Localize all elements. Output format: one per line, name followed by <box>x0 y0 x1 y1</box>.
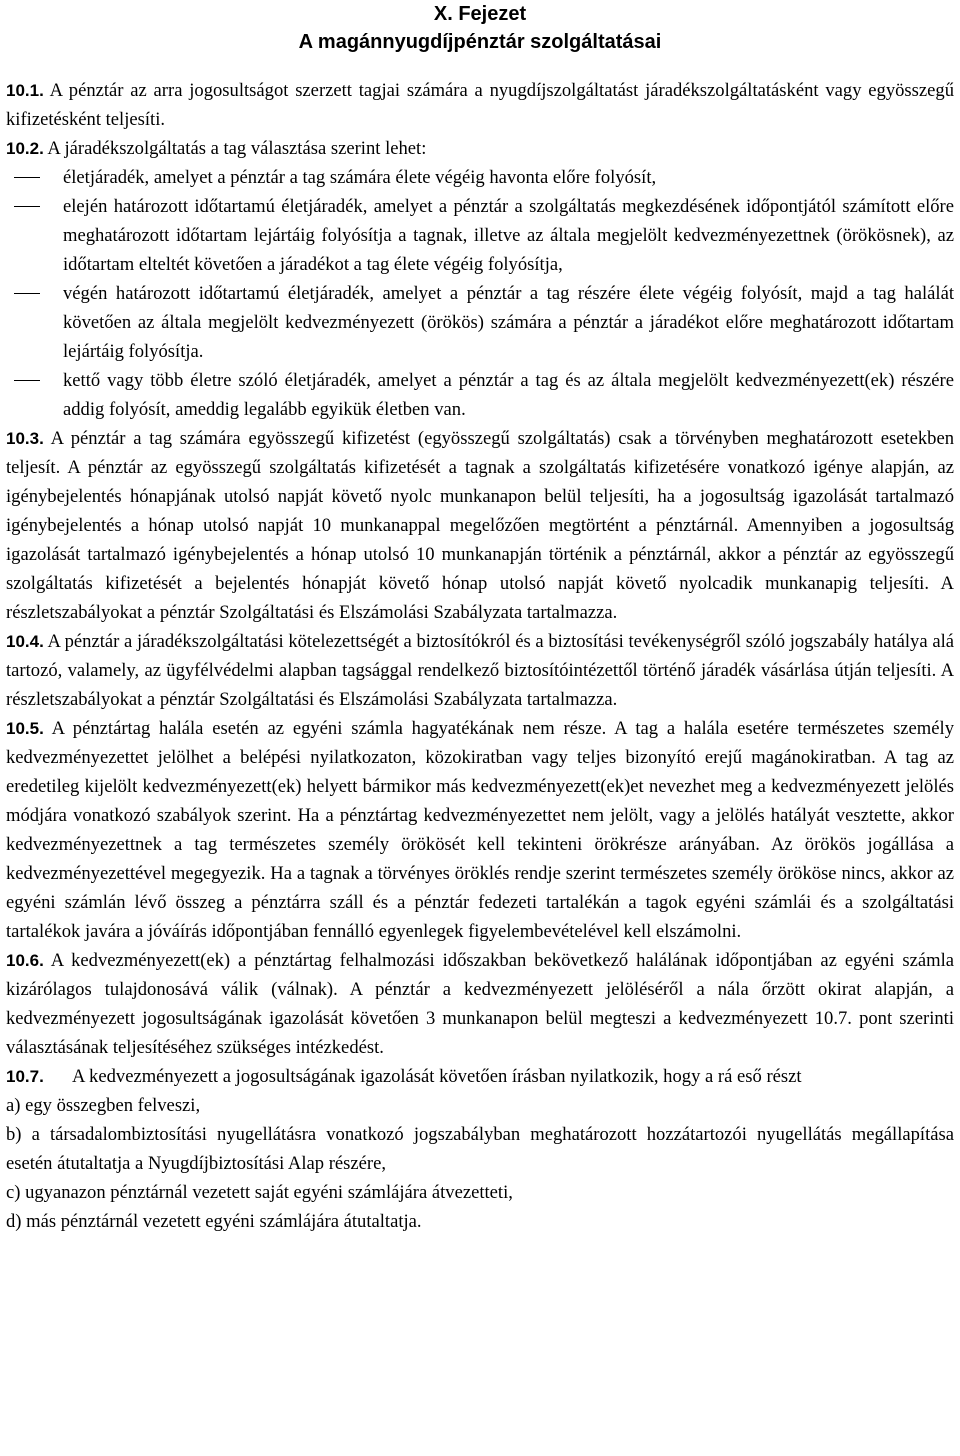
option-item: a) egy összegben felveszi, <box>6 1095 201 1116</box>
option-item: b) a társadalombiztosítási nyugellátásra vonatkozó jogszabályban meghatározott hozzátartozói nyugellátás megállapítása esetén átutaltatja a Nyugdíjbiztosítási Alap részére, <box>6 1124 954 1174</box>
section-10-1 <box>6 76 954 134</box>
dash-bullet <box>14 177 40 178</box>
section-10-2 <box>6 134 954 163</box>
section-number: 10.4. <box>6 632 44 651</box>
section-number: 10.7. <box>6 1067 44 1086</box>
list-item <box>6 163 954 192</box>
section-text: A pénztár a tag számára egyösszegű kifizetést (egyösszegű szolgáltatás) csak a törvényben meghatározott esetekben teljesít. A pénztár az egyösszegű szolgáltatás kifizetését a tagnak a szolgáltatás kifizetésére vonatkozó igénye alapján, az igénybejelentés hónapjának utolsó napját követő nyolc munkanapon belül teljesíti, ha a jogosultság igazolását tartalmazó igénybejelentés a hónap utolsó napját 10 munkanappal megelőzően megtörtént a pénztárnál. Amennyiben a jogosultság igazolását tartalmazó igénybejelentés a hónap utolsó 10 munkanapján történik a pénztárnál, akkor a pénztár az egyösszegű szolgáltatás kifizetését a bejelentés hónapját követő hónap utolsó napját követő nyolcadik munkanapig teljesíti. A részletszabályokat a pénztár Szolgáltatási és Elszámolási Szabályzata tartalmazza. <box>6 428 954 623</box>
section-number: 10.6. <box>6 951 44 970</box>
dash-bullet <box>14 380 40 381</box>
list-item <box>6 279 954 366</box>
section-text: A kedvezményezett(ek) a pénztártag felhalmozási időszakban bekövetkező halálának időpontjában az egyéni számla kizárólagos tulajdonosává válik (válnak). A pénztár a kedvezményezett jelöléséről a nála őrzött okirat alapján, a kedvezményezett jogosultságának igazolását követően 3 munkanapon belül megteszi a kedvezményezett 10.7. pont szerinti választásának teljesítéséhez szükséges intézkedést. <box>6 950 954 1058</box>
list-item <box>6 192 954 279</box>
section-number: 10.2. <box>6 139 44 158</box>
section-number: 10.5. <box>6 719 44 738</box>
option-item: c) ugyanazon pénztárnál vezetett saját egyéni számlájára átvezetteti, <box>6 1182 513 1203</box>
section-text: A pénztár a járadékszolgáltatási kötelezettségét a biztosítókról és a biztosítási tevékenységről szóló jogszabály hatálya alá tartozó, valamely, az ügyfélvédelmi alapban tagsággal rendelkező biztosítóintézettől történő járadék vásárlása útján teljesíti. A részletszabályokat a pénztár Szolgáltatási és Elszámolási Szabályzata tartalmazza. <box>6 631 954 710</box>
section-10-5 <box>6 714 954 946</box>
list-item-text: végén határozott időtartamú életjáradék, amelyet a pénztár a tag részére élete végéig folyósít, majd a tag halálát követően az általa megjelölt kedvezményezett (örökös) számára a pénztár a járadékot előre meghatározott időtartam lejártáig folyósítja. <box>63 283 954 362</box>
chapter-title: A magánnyugdíjpénztár szolgáltatásai <box>298 31 662 53</box>
section-text: A pénztár az arra jogosultságot szerzett tagjai számára a nyugdíjszolgáltatást járadékszolgáltatásként vagy egyösszegű kifizetésként teljesíti. <box>6 80 954 130</box>
list-item-text: elején határozott időtartamú életjáradék, amelyet a pénztár a szolgáltatás megkezdésének időpontjától számított előre meghatározott időtartam lejártáig folyósítja a tagnak, illetve az általa megjelölt kedvezményezettnek (örökösnek), az időtartam elteltét követően a járadékot a tag élete végéig folyósítja, <box>63 196 954 275</box>
option-item: d) más pénztárnál vezetett egyéni számlájára átutaltatja. <box>6 1211 422 1232</box>
list-item-text: életjáradék, amelyet a pénztár a tag számára élete végéig havonta előre folyósít, <box>63 167 657 188</box>
section-10-3 <box>6 424 954 627</box>
section-10-4 <box>6 627 954 714</box>
section-number: 10.3. <box>6 429 44 448</box>
list-item-text: kettő vagy több életre szóló életjáradék, amelyet a pénztár a tag és az általa megjelölt kedvezményezett(ek) részére addig folyósít, ameddig legalább egyikük életben van. <box>63 370 954 420</box>
section-text: A pénztártag halála esetén az egyéni számla hagyatékának nem része. A tag a halála esetére természetes személy kedvezményezettet jelölhet a belépési nyilatkozaton, közokiratban vagy teljes bizonyító erejű magánokiratban. A tag az eredetileg kijelölt kedvezményezett(ek) helyett bármikor más kedvezményezett(ek)et nevezhet meg a kedvezményezett jelölés módjára vonatkozó szabályok szerint. Ha a pénztártag kedvezményezettet nem jelölt, vagy a jelölés hatályát vesztette, akkor kedvezményezettnek a tag természetes személy örökösét kell tekinteni örökrésze arányában. Az örökös jogállása a kedvezményezettével megegyezik. Ha a tagnak a törvényes öröklés rendje szerint természetes személy örököse nincs, akkor az egyéni számlán lévő összeg a pénztárra száll és a pénztár fedezeti tartalékán a tagok egyéni számlái és a szolgáltatási tartalékok javára a jóváírás időpontjában fennálló egyenlegek figyelembevételével kell elszámolni. <box>6 718 954 942</box>
chapter-number: X. Fejezet <box>433 3 527 25</box>
chapter-header <box>6 0 954 56</box>
dash-bullet <box>14 293 40 294</box>
list-item <box>6 366 954 424</box>
section-10-7 <box>6 1062 954 1091</box>
section-text: A kedvezményezett a jogosultságának igazolását követően írásban nyilatkozik, hogy a rá eső részt <box>72 1066 802 1087</box>
dash-bullet <box>14 206 40 207</box>
section-10-6 <box>6 946 954 1062</box>
section-text: A járadékszolgáltatás a tag választása szerint lehet: <box>43 138 427 159</box>
section-number: 10.1. <box>6 81 44 100</box>
